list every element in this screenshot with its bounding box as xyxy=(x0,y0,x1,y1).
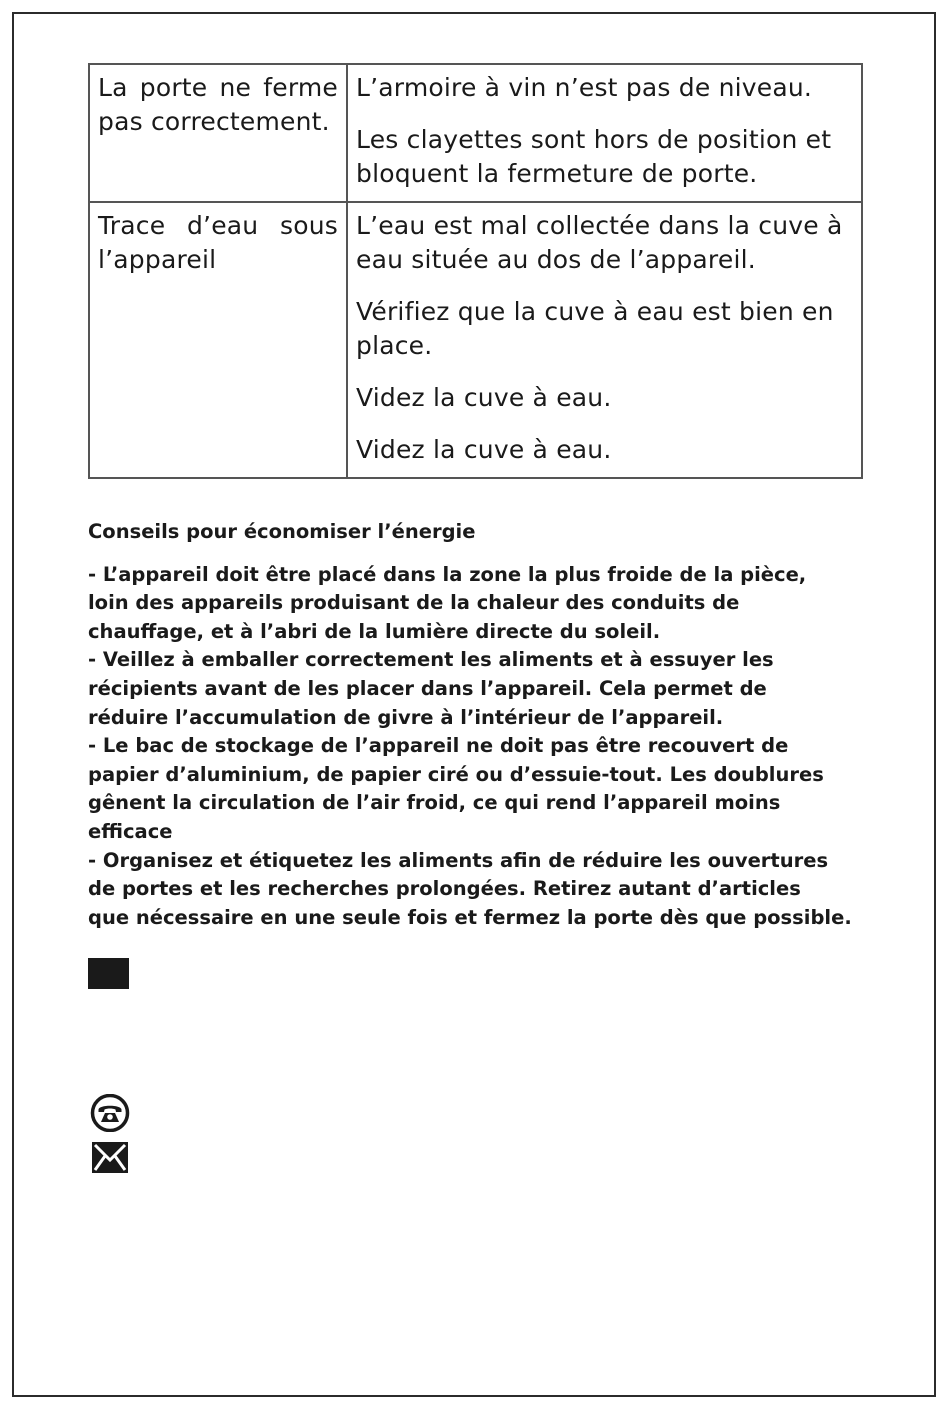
cause-text: Videz la cuve à eau. xyxy=(356,435,612,464)
tip-item: - Veillez à emballer correctement les aliments et à essuyer les récipients avant de les placer dans l’appareil. Cela permet de réduire l’accumulation de givre à l’intérieur de l’appareil. xyxy=(88,648,774,729)
cause-text: Videz la cuve à eau. xyxy=(356,383,612,412)
black-square-block xyxy=(88,958,129,989)
tip-item: - Le bac de stockage de l’appareil ne doit pas être recouvert de papier d’aluminium, de papier ciré ou d’essuie-tout. Les doublures gênent la circulation de l’air froid, ce qui rend l’appareil moins efficace xyxy=(88,734,824,843)
cause-text: Les clayettes sont hors de position et bloquent la fermeture de porte. xyxy=(356,125,832,188)
table-row xyxy=(89,64,862,202)
cause-text: L’eau est mal collectée dans la cuve à eau située au dos de l’appareil. xyxy=(356,211,843,274)
phone-icon xyxy=(89,1094,131,1132)
cause-text: L’armoire à vin n’est pas de niveau. xyxy=(356,73,813,102)
energy-tips-section xyxy=(88,518,888,932)
cause-text: Vérifiez que la cuve à eau est bien en place. xyxy=(356,297,834,360)
tip-item: - L’appareil doit être placé dans la zone la plus froide de la pièce, loin des appareils produisant de la chaleur des conduits de chauffage, et à l’abri de la lumière directe du soleil. xyxy=(88,562,807,643)
mail-icon xyxy=(89,1139,131,1177)
tips-heading: Conseils pour économiser l’énergie xyxy=(88,520,476,543)
tip-item: - Organisez et étiquetez les aliments afin de réduire les ouvertures de portes et les recherches prolongées. Retirez autant d’articles que nécessaire en une seule fois et fermez la porte dès que possible. xyxy=(88,848,852,929)
table-row xyxy=(89,202,862,478)
problem-cell: La porte ne ferme pas correctement. xyxy=(89,64,347,202)
causes-cell xyxy=(347,202,862,478)
troubleshooting-table xyxy=(88,63,863,479)
problem-cell: Trace d’eau sous l’appareil xyxy=(89,202,347,478)
causes-cell xyxy=(347,64,862,202)
